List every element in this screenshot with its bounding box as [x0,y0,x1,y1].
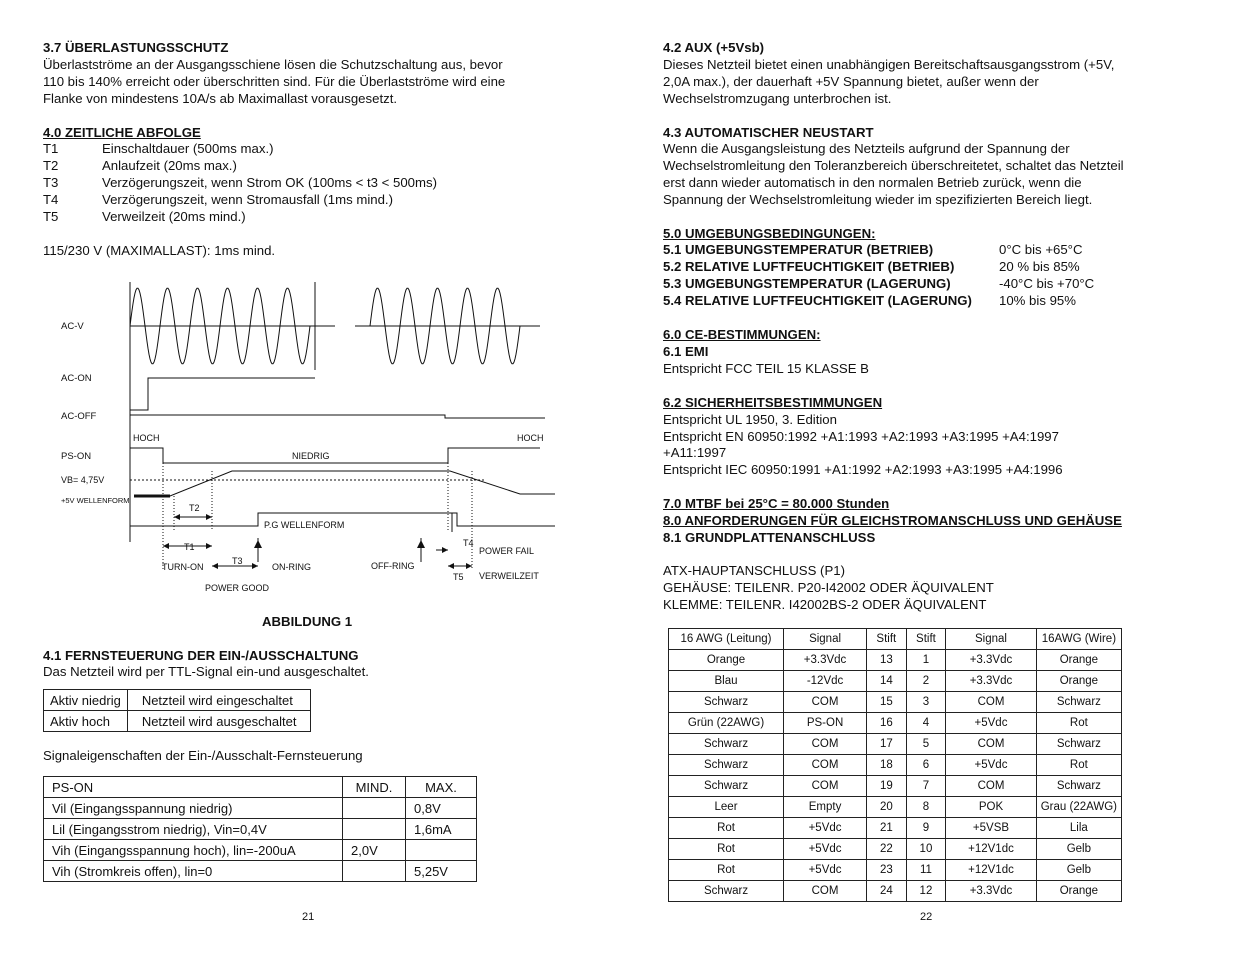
timing-desc: Verweilzeit (20ms mind.) [102,209,246,224]
table-header-cell: PS-ON [44,777,343,798]
paragraph-line: Überlastströme an der Ausgangsschiene lösen die Schutzschaltung aus, bevor [43,57,503,72]
label-t1: T1 [184,542,195,552]
label-verweilzeit: VERWEILZEIT [479,571,539,581]
table-cell: 21 [867,818,907,839]
table-row [669,860,1122,881]
table-row [44,690,311,711]
table-cell: Schwarz [669,692,784,713]
env-value: 0°C bis +65°C [999,242,1083,257]
table-cell: 6 [906,755,946,776]
label-t5: T5 [453,572,464,582]
table-cell: Leer [669,797,784,818]
table-header-row [669,629,1122,650]
table-cell: 13 [867,650,907,671]
label-power-fail: POWER FAIL [479,546,535,556]
label-on-ring: ON-RING [272,562,311,572]
table-cell: COM [946,734,1036,755]
table-cell: 0,8V [406,798,477,819]
table-cell: Gelb [1036,860,1121,881]
table-header-cell: Stift [906,629,946,650]
timing-code: T5 [43,209,59,224]
maxload-text: 115/230 V (MAXIMALLAST): 1ms mind. [43,243,276,258]
table-cell: +5Vdc [946,713,1036,734]
table-cell [343,798,406,819]
paragraph-line: erst dann wieder automatisch in den normalen Betrieb zurück, wenn die [663,175,1082,190]
table-row [669,776,1122,797]
atx-pinout-table [668,628,1122,902]
table-row [44,861,477,882]
heading-4-3: 4.3 AUTOMATISCHER NEUSTART [663,125,874,140]
5v-waveform [134,471,555,496]
table-header-cell: MIND. [343,777,406,798]
table-cell: COM [946,776,1036,797]
table-cell: COM [784,881,867,902]
table-cell: 17 [867,734,907,755]
env-label: 5.2 RELATIVE LUFTFEUCHTIGKEIT (BETRIEB) [663,259,955,274]
label-t4: T4 [463,538,474,548]
timing-code: T1 [43,141,59,156]
table-header-cell: Signal [784,629,867,650]
table-cell: Orange [1036,881,1121,902]
timing-desc: Anlaufzeit (20ms max.) [102,158,237,173]
table-cell: Blau [669,671,784,692]
table-cell: Schwarz [669,734,784,755]
table-cell: 18 [867,755,907,776]
table-cell: +3.3Vdc [946,650,1036,671]
table-cell: +12V1dc [946,839,1036,860]
table-row [44,798,477,819]
table-cell: 3 [906,692,946,713]
label-t2: T2 [189,503,200,513]
paragraph-line: Wechselstromleitung den Toleranzbereich überschreitetet, schaltet das Netzteil [663,158,1124,173]
table-cell: 1 [906,650,946,671]
heading-5-0: 5.0 UMGEBUNGSBEDINGUNGEN: [663,226,876,241]
paragraph-line: 2,0A max.), der dauerhaft +5V Spannung bietet, außer wenn der [663,74,1039,89]
signal-caption: Signaleigenschaften der Ein-/Ausschalt-Fernsteuerung [43,748,363,763]
timing-desc: Verzögerungszeit, wenn Stromausfall (1ms mind.) [102,192,393,207]
table-cell: Vih (Eingangsspannung hoch), lin=-200uA [44,840,343,861]
paragraph-line: +A11:1997 [663,445,727,460]
table-cell [343,861,406,882]
ps-on-signal [130,448,540,463]
table-cell: 4 [906,713,946,734]
label-power-good: POWER GOOD [205,583,270,593]
heading-3-7: 3.7 ÜBERLASTUNGSSCHUTZ [43,40,229,55]
table-cell: Schwarz [1036,776,1121,797]
table-cell: 14 [867,671,907,692]
paragraph-line: Das Netzteil wird per TTL-Signal ein-und ausgeschaltet. [43,664,369,679]
table-cell: 10 [906,839,946,860]
paragraph-line: Entspricht UL 1950, 3. Edition [663,412,837,427]
table-row [669,713,1122,734]
table-header-cell: Stift [867,629,907,650]
heading-8-1: 8.1 GRUNDPLATTENANSCHLUSS [663,530,876,545]
table-cell: 11 [906,860,946,881]
table-cell: 23 [867,860,907,881]
table-cell: Gelb [1036,839,1121,860]
table-row [669,881,1122,902]
paragraph-line: KLEMME: TEILENR. I42002BS-2 ODER ÄQUIVALENT [663,597,987,612]
table-cell: 5,25V [406,861,477,882]
table-cell: Aktiv hoch [44,711,128,732]
label-hoch-2: HOCH [517,433,544,443]
table-cell: COM [784,692,867,713]
env-label: 5.1 UMGEBUNGSTEMPERATUR (BETRIEB) [663,242,934,257]
table-cell: Schwarz [1036,692,1121,713]
table-cell: 22 [867,839,907,860]
label-ac-on: AC-ON [61,373,92,384]
table-row [669,818,1122,839]
label-vb: VB= 4,75V [61,475,105,485]
table-cell: 1,6mA [406,819,477,840]
table-cell: 12 [906,881,946,902]
table-cell: COM [784,755,867,776]
table-cell: Rot [669,818,784,839]
label-niedrig: NIEDRIG [292,451,330,461]
table-cell: +5Vdc [784,860,867,881]
heading-4-2: 4.2 AUX (+5Vsb) [663,40,765,55]
paragraph-line: Wenn die Ausgangsleistung des Netzteils aufgrund der Spannung der [663,141,1070,156]
table-cell: Orange [669,650,784,671]
table-cell: Schwarz [1036,734,1121,755]
ac-off-signal [130,415,545,418]
table-cell: Netzteil wird eingeschaltet [127,690,311,711]
page-right [617,0,1235,954]
table-cell: Lil (Eingangsstrom niedrig), Vin=0,4V [44,819,343,840]
heading-4-0: 4.0 ZEITLICHE ABFOLGE [43,125,201,140]
label-5v-waveform: +5V WELLENFORM [61,496,130,505]
paragraph-line: ATX-HAUPTANSCHLUSS (P1) [663,563,845,578]
paragraph-line: Flanke von mindestens 10A/s ab Maximallast vorausgesetzt. [43,91,398,106]
table-cell: Lila [1036,818,1121,839]
table-cell: Empty [784,797,867,818]
table-cell: 2 [906,671,946,692]
table-cell: 8 [906,797,946,818]
table-cell: +5Vdc [784,839,867,860]
paragraph-line: Entspricht EN 60950:1992 +A1:1993 +A2:1993 +A3:1995 +A4:1997 [663,429,1059,444]
table-row [669,734,1122,755]
table-row [669,755,1122,776]
table-cell: +5Vdc [946,755,1036,776]
paragraph-line: Dieses Netzteil bietet einen unabhängigen Bereitschaftsausgangsstrom (+5V, [663,57,1115,72]
table-header-cell: MAX. [406,777,477,798]
table-row [669,671,1122,692]
label-turn-on: TURN-ON [162,562,204,572]
table-cell: Grau (22AWG) [1036,797,1121,818]
table-cell: POK [946,797,1036,818]
table-cell [343,819,406,840]
env-label: 5.4 RELATIVE LUFTFEUCHTIGKEIT (LAGERUNG) [663,293,972,308]
table-row [669,839,1122,860]
heading-6-0: 6.0 CE-BESTIMMUNGEN: [663,327,821,342]
paragraph-line: Entspricht IEC 60950:1991 +A1:1992 +A2:1993 +A3:1995 +A4:1996 [663,462,1063,477]
env-value: -40°C bis +70°C [999,276,1095,291]
table-cell: 20 [867,797,907,818]
table-row [669,797,1122,818]
table-cell: 2,0V [343,840,406,861]
heading-6-2: 6.2 SICHERHEITSBESTIMMUNGEN [663,395,883,410]
label-ps-on: PS-ON [61,451,92,462]
label-off-ring: OFF-RING [371,561,415,571]
figure-caption: ABBILDUNG 1 [262,614,353,629]
table-cell: 7 [906,776,946,797]
table-row [669,650,1122,671]
signal-table [43,776,477,882]
table-row [669,692,1122,713]
timing-diagram [0,270,617,600]
paragraph-line: Spannung der Wechselstromleitung wieder im spezifizierten Bereich liegt. [663,192,1093,207]
table-cell: COM [784,734,867,755]
paragraph-line: 110 bis 140% erreicht oder überschritten sind. Für die Überlastströme wird eine [43,74,506,89]
label-ac-v: AC-V [61,321,84,332]
table-cell: +3.3Vdc [784,650,867,671]
table-cell: Netzteil wird ausgeschaltet [127,711,311,732]
timing-desc: Einschaltdauer (500ms max.) [102,141,274,156]
ac-on-signal [130,378,315,410]
control-table [43,689,311,732]
table-row [44,819,477,840]
table-cell: Orange [1036,671,1121,692]
table-row [44,840,477,861]
table-cell: Vil (Eingangsspannung niedrig) [44,798,343,819]
table-cell: Rot [669,860,784,881]
page-number: 22 [920,911,933,923]
table-cell: PS-ON [784,713,867,734]
label-hoch: HOCH [133,433,160,443]
table-cell: Schwarz [669,776,784,797]
table-cell: Rot [669,839,784,860]
table-header-row [44,777,477,798]
table-cell: Schwarz [669,755,784,776]
table-cell: +3.3Vdc [946,671,1036,692]
table-header-cell: 16AWG (Wire) [1036,629,1121,650]
timing-code: T3 [43,175,59,190]
heading-4-1: 4.1 FERNSTEUERUNG DER EIN-/AUSSCHALTUNG [43,648,359,663]
paragraph-line: Wechselstromzugang unterbrochen ist. [663,91,892,106]
table-cell: 5 [906,734,946,755]
label-ac-off: AC-OFF [61,411,97,422]
table-header-cell: 16 AWG (Leitung) [669,629,784,650]
table-cell: Schwarz [669,881,784,902]
table-cell: +12V1dc [946,860,1036,881]
table-cell: Vih (Stromkreis offen), lin=0 [44,861,343,882]
table-cell: +5Vdc [784,818,867,839]
table-cell: 16 [867,713,907,734]
table-cell: Grün (22AWG) [669,713,784,734]
table-cell: Orange [1036,650,1121,671]
heading-7-0: 7.0 MTBF bei 25°C = 80.000 Stunden [663,496,890,511]
table-cell: 19 [867,776,907,797]
table-header-cell: Signal [946,629,1036,650]
table-row [44,711,311,732]
table-cell: +3.3Vdc [946,881,1036,902]
heading-8-0: 8.0 ANFORDERUNGEN FÜR GLEICHSTROMANSCHLUSS UND GEHÄUSE [663,513,1122,528]
page-number: 21 [302,911,315,923]
timing-code: T4 [43,192,59,207]
table-cell: +5VSB [946,818,1036,839]
table-cell: Rot [1036,755,1121,776]
page-left [0,0,617,954]
heading-6-1: 6.1 EMI [663,344,709,359]
paragraph-line: Entspricht FCC TEIL 15 KLASSE B [663,361,869,376]
paragraph-line: GEHÄUSE: TEILENR. P20-I42002 ODER ÄQUIVALENT [663,580,994,595]
table-cell: Aktiv niedrig [44,690,128,711]
table-cell: 15 [867,692,907,713]
timing-code: T2 [43,158,59,173]
table-cell: COM [784,776,867,797]
label-pg-waveform: P.G WELLENFORM [264,520,345,530]
table-cell [406,840,477,861]
table-cell: COM [946,692,1036,713]
label-t3: T3 [232,556,243,566]
table-cell: 24 [867,881,907,902]
env-value: 20 % bis 85% [999,259,1080,274]
table-cell: Rot [1036,713,1121,734]
table-cell: -12Vdc [784,671,867,692]
env-label: 5.3 UMGEBUNGSTEMPERATUR (LAGERUNG) [663,276,951,291]
env-value: 10% bis 95% [999,293,1076,308]
timing-desc: Verzögerungszeit, wenn Strom OK (100ms < t3 < 500ms) [102,175,437,190]
table-cell: 9 [906,818,946,839]
